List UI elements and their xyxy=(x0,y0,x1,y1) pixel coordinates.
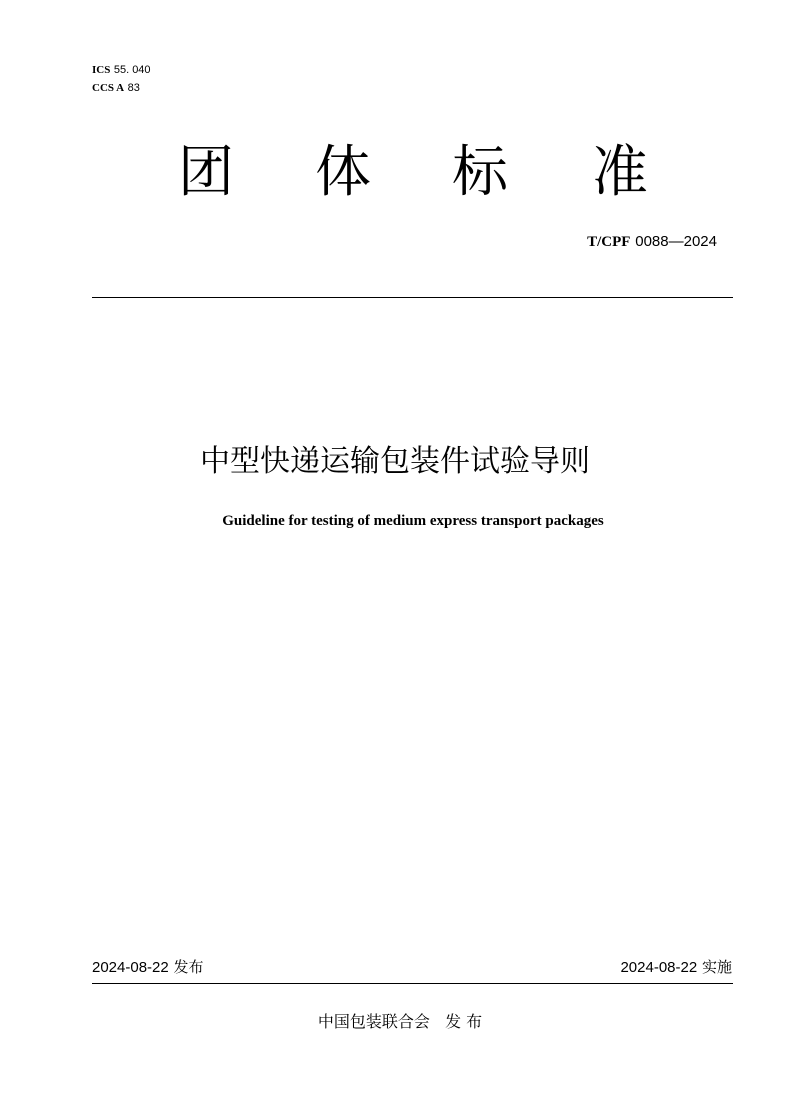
issue-label: 发布 xyxy=(173,958,204,976)
ics-label: ICS xyxy=(92,64,111,76)
ccs-label: CCS A xyxy=(92,82,125,94)
standard-number-value: 0088—2024 xyxy=(635,233,717,250)
issue-date: 2024-08-22 xyxy=(92,959,169,976)
publisher-line xyxy=(0,1011,790,1033)
standard-type-char-2: 体 xyxy=(315,140,371,205)
implement-date-line xyxy=(620,957,732,978)
standard-type-heading xyxy=(0,140,790,210)
publisher-name: 中国包装联合会 xyxy=(317,1012,430,1031)
document-title-english: Guideline for testing of medium express transport packages xyxy=(222,513,604,529)
standard-number-prefix: T/CPF xyxy=(587,234,631,250)
publisher-action: 发 布 xyxy=(445,1012,483,1031)
implement-date: 2024-08-22 xyxy=(620,959,698,976)
document-title-chinese: 中型快递运输包装件试验导则 xyxy=(200,444,590,479)
implement-label: 实施 xyxy=(701,958,732,976)
issue-date-line xyxy=(92,957,204,978)
standard-type-char-1: 团 xyxy=(178,140,234,205)
classification-codes xyxy=(92,61,151,97)
bottom-divider xyxy=(92,983,733,984)
ics-value: 55. 040 xyxy=(113,64,151,76)
ics-code xyxy=(92,61,151,79)
standard-number xyxy=(587,232,717,251)
ccs-code xyxy=(92,79,151,97)
standard-type-char-3: 标 xyxy=(452,140,508,205)
ccs-value: 83 xyxy=(127,82,140,94)
top-divider xyxy=(92,297,733,298)
standard-type-char-4: 准 xyxy=(592,140,648,205)
